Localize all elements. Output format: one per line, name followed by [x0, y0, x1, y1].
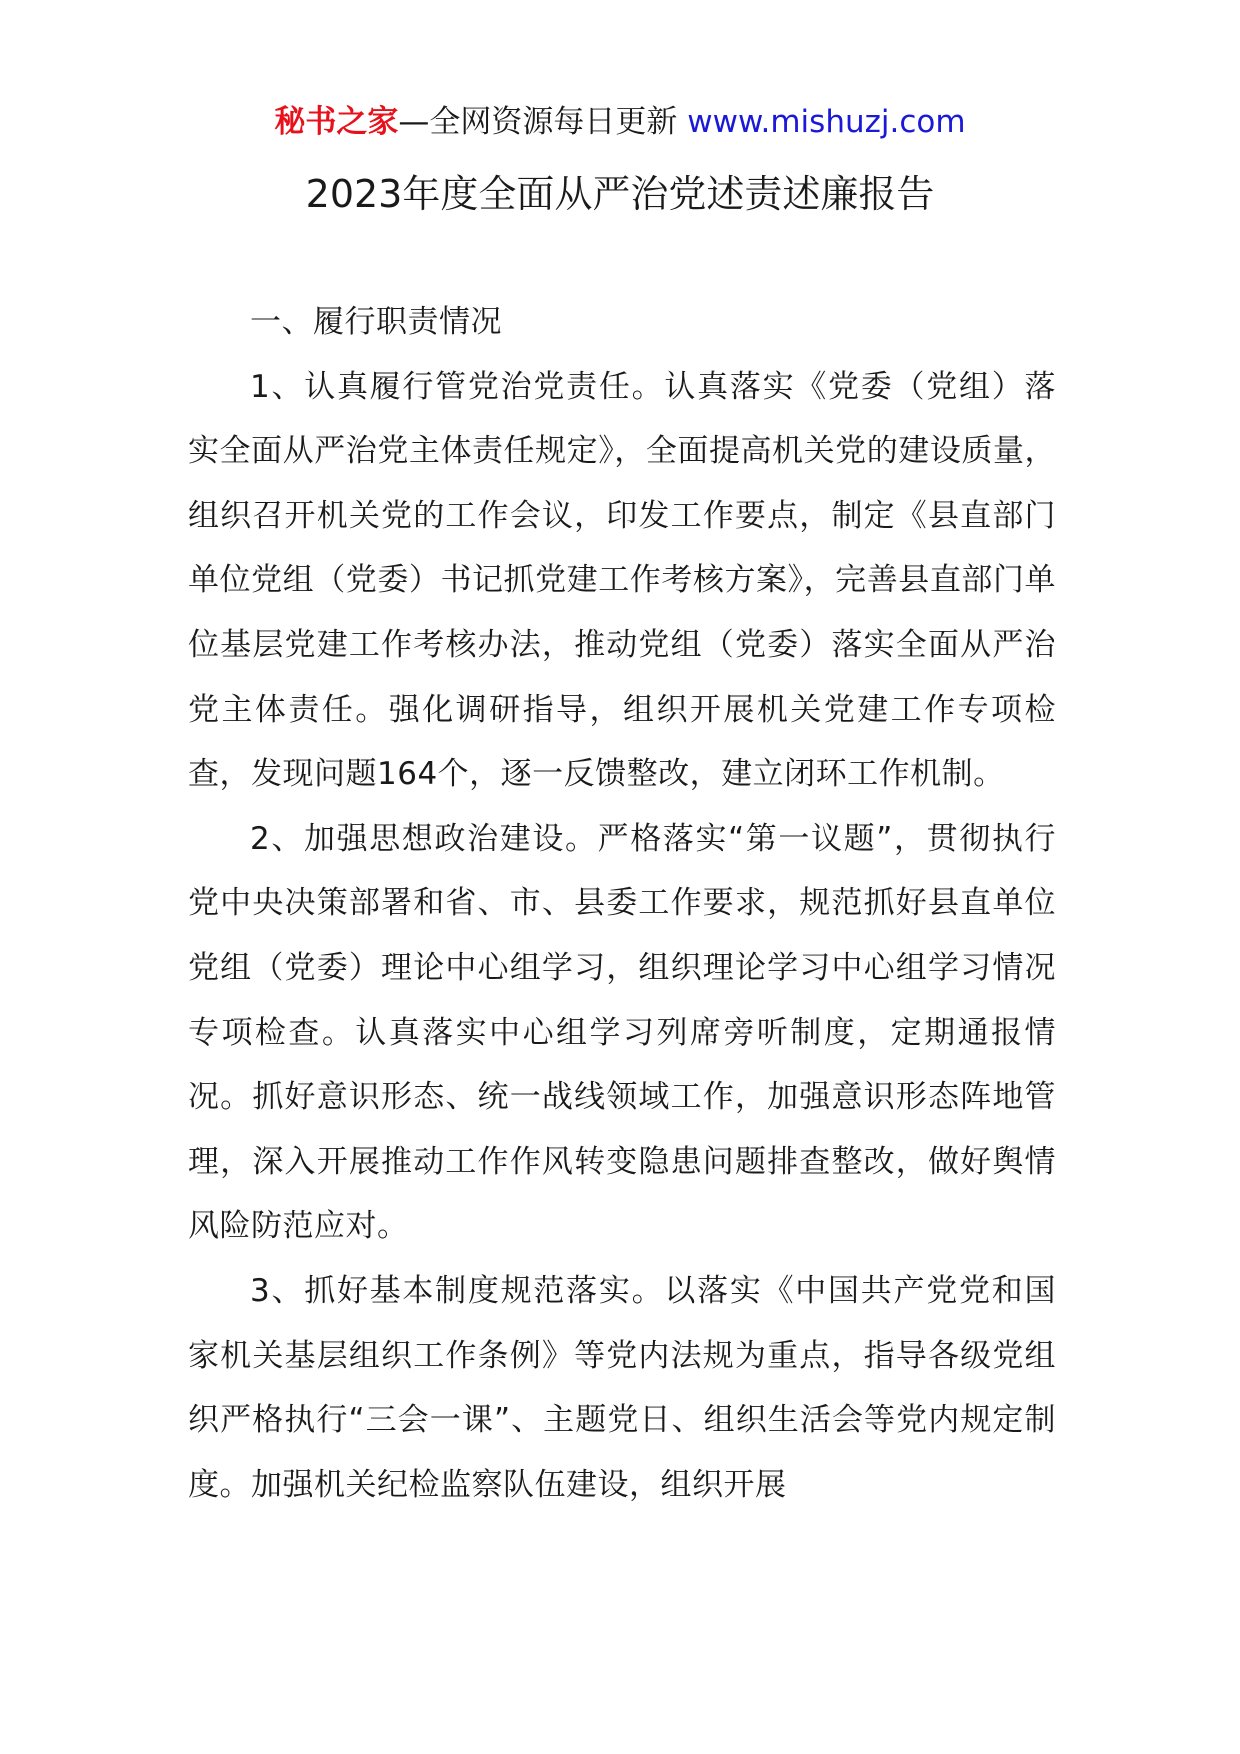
- brand-name: 秘书之家: [274, 104, 399, 140]
- paragraph-2: 2、加强思想政治建设。严格落实“第一议题”，贯彻执行党中央决策部署和省、市、县委工作要求，规范抓好县直单位党组（党委）理论中心组学习，组织理论学习中心组学习情况专项检查。认真落实中心组学习列席旁听制度，定期通报情况。抓好意识形态、统一战线领域工作，加强意识形态阵地管理，深入开展推动工作作风转变隐患问题排查整改，做好舆情风险防范应对。: [188, 820, 1056, 1245]
- section-heading: 一、履行职责情况: [250, 304, 502, 340]
- site-header: [0, 100, 1240, 144]
- site-url-link[interactable]: www.mishuzj.com: [687, 104, 966, 140]
- paragraph-3: 3、抓好基本制度规范落实。以落实《中国共产党党和国家机关基层组织工作条例》等党内法规为重点，指导各级党组织严格执行“三会一课”、主题党日、组织生活会等党内规定制度。加强机关纪检监察队伍建设，组织开展: [188, 1272, 1056, 1503]
- document-title: 2023年度全面从严治党述责述廉报告: [305, 172, 935, 216]
- paragraph-1: 1、认真履行管党治党责任。认真落实《党委（党组）落实全面从严治党主体责任规定》，全面提高机关党的建设质量，组织召开机关党的工作会议，印发工作要点，制定《县直部门单位党组（党委）书记抓党建工作考核方案》，完善县直部门单位基层党建工作考核办法，推动党组（党委）落实全面从严治党主体责任。强化调研指导，组织开展机关党建工作专项检查，发现问题164个，逐一反馈整改，建立闭环工作机制。: [188, 368, 1056, 793]
- document-body: [188, 290, 1056, 1517]
- site-tagline: —全网资源每日更新: [398, 104, 688, 140]
